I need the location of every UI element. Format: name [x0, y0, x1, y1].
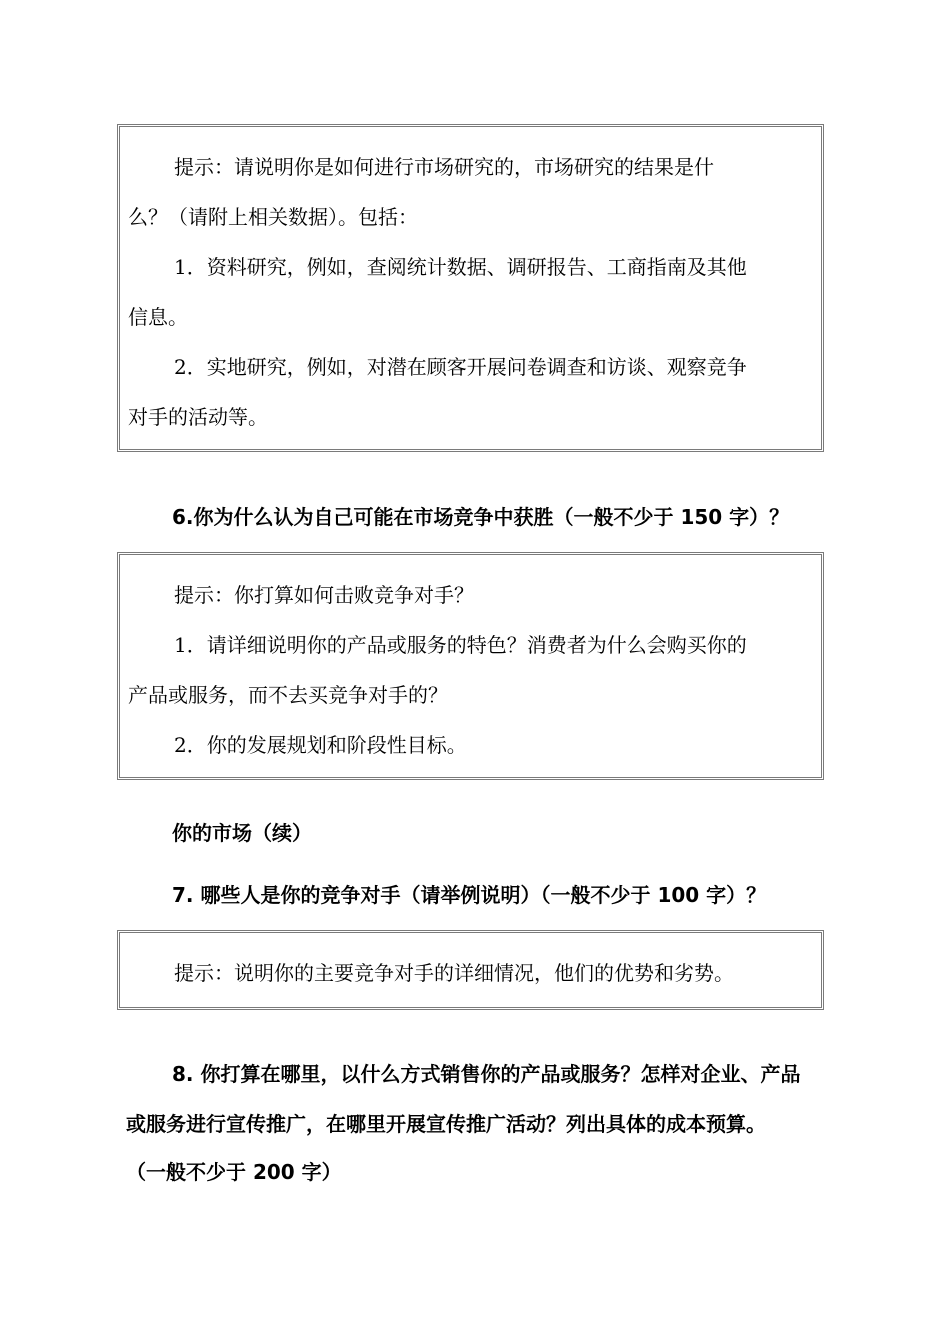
question-7: 7. 哪些人是你的竞争对手（请举例说明）（一般不少于 100 字）？: [172, 883, 767, 907]
question-8-line: 8. 你打算在哪里，以什么方式销售你的产品或服务？怎样对企业、产品: [172, 1062, 801, 1086]
hint-line: 提示：请说明你是如何进行市场研究的，市场研究的结果是什: [174, 155, 714, 179]
hint-line: 信息。: [128, 305, 188, 329]
hint-line: 提示：说明你的主要竞争对手的详细情况，他们的优势和劣势。: [174, 961, 734, 985]
hint-line: 产品或服务，而不去买竞争对手的？: [128, 683, 448, 707]
question-8-line: （一般不少于 200 字）: [126, 1160, 342, 1184]
hint-line: 1．资料研究，例如，查阅统计数据、调研报告、工商指南及其他: [174, 255, 747, 279]
question-6: 6.你为什么认为自己可能在市场竞争中获胜（一般不少于 150 字）？: [172, 505, 790, 529]
hint-box-competition: [117, 552, 824, 780]
hint-line: 2．实地研究，例如，对潜在顾客开展问卷调查和访谈、观察竞争: [174, 355, 747, 379]
section-title: 你的市场（续）: [172, 821, 312, 845]
hint-box-competitors: [117, 930, 824, 1010]
hint-line: 2．你的发展规划和阶段性目标。: [174, 733, 467, 757]
hint-line: 1．请详细说明你的产品或服务的特色？消费者为什么会购买你的: [174, 633, 747, 657]
hint-box-market-research: [117, 124, 824, 452]
question-8-line: 或服务进行宣传推广，在哪里开展宣传推广活动？列出具体的成本预算。: [126, 1112, 766, 1136]
hint-line: 对手的活动等。: [128, 405, 268, 429]
hint-line: 么？（请附上相关数据）。包括：: [128, 205, 418, 229]
hint-line: 提示：你打算如何击败竞争对手？: [174, 583, 474, 607]
